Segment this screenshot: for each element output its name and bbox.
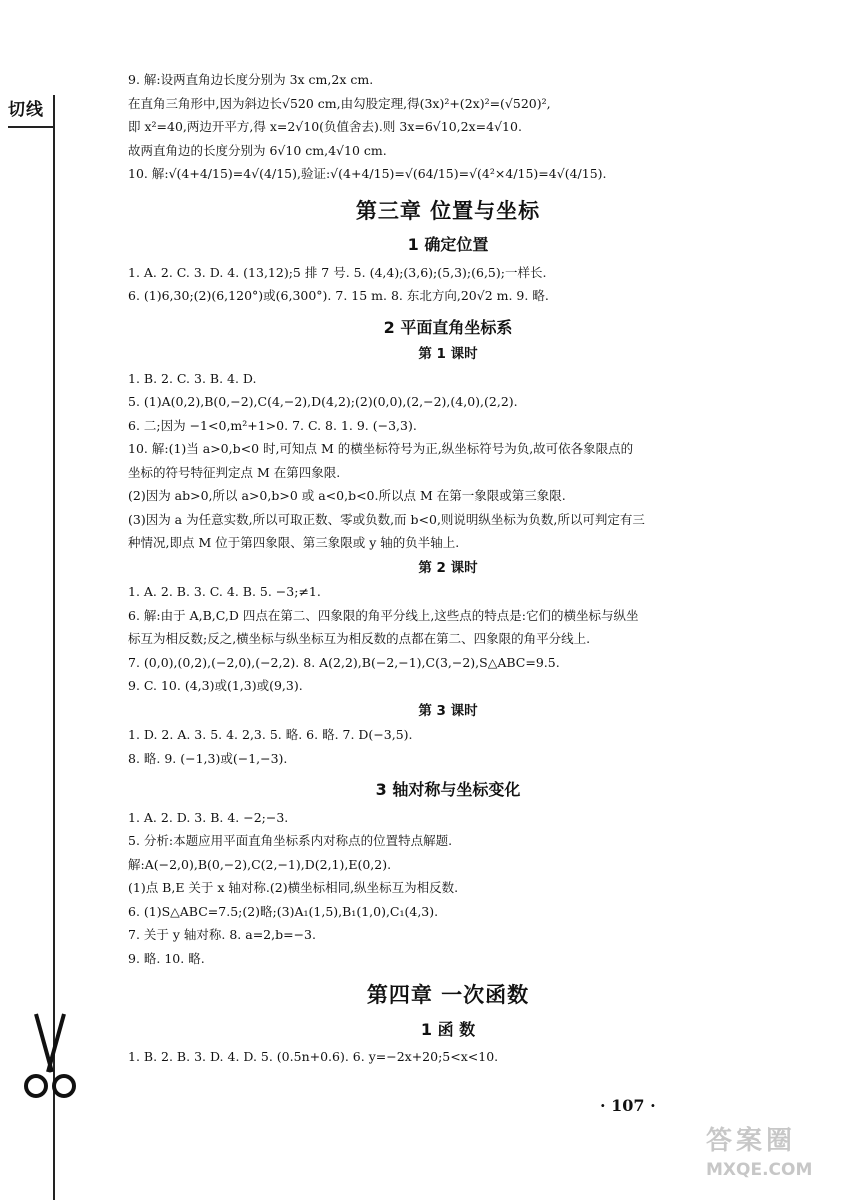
answer-line: 9. 解:设两直角边长度分别为 3x cm,2x cm. <box>128 72 374 87</box>
answer-line: 解:A(−2,0),B(0,−2),C(2,−1),D(2,1),E(0,2). <box>128 856 392 872</box>
answer-line: 9. 略. 10. 略. <box>128 950 205 966</box>
answer-line: 1. A. 2. D. 3. B. 4. −2;−3. <box>128 809 289 825</box>
answer-line: 故两直角边的长度分别为 6√10 cm,4√10 cm. <box>128 142 387 158</box>
top-answers <box>128 68 768 186</box>
lesson-title: 第 2 课时 <box>418 559 478 576</box>
cut-line-rule-top <box>8 126 54 128</box>
watermark-title: 答案圈 <box>706 1126 797 1156</box>
answer-line: 种情况,即点 M 位于第四象限、第三象限或 y 轴的负半轴上. <box>128 535 460 550</box>
answer-line: 在直角三角形中,因为斜边长√520 cm,由勾股定理,得(3x)²+(2x)²=(√520)², <box>128 95 551 111</box>
answer-line: 1. D. 2. A. 3. 5. 4. 2,3. 5. 略. 6. 略. 7. D(−3,5). <box>128 727 413 742</box>
section-title: 1 确定位置 <box>407 235 489 254</box>
answer-line: 1. B. 2. B. 3. D. 4. D. 5. (0.5n+0.6). 6. y=−2x+20;5<x<10. <box>128 1049 499 1064</box>
answer-line: (1)点 B,E 关于 x 轴对称.(2)横坐标相同,纵坐标互为相反数. <box>128 880 459 895</box>
cut-line-label: 切线 <box>8 100 44 120</box>
section-title: 3 轴对称与坐标变化 <box>375 780 521 799</box>
answer-line: 10. 解:(1)当 a>0,b<0 时,可知点 M 的横坐标符号为正,纵坐标符号为负,故可依各象限点的 <box>128 441 634 456</box>
answer-line: 10. 解:√(4+4/15)=4√(4/15),验证:√(4+4/15)=√(64/15)=√(4²×4/15)=4√(4/15). <box>128 166 607 181</box>
answer-line: (3)因为 a 为任意实数,所以可取正数、零或负数,而 b<0,则说明纵坐标为负数,所以可判定有三 <box>128 511 645 527</box>
answer-line: 6. 解:由于 A,B,C,D 四点在第二、四象限的角平分线上,这些点的特点是:它们的横坐标与纵坐 <box>128 607 639 623</box>
answer-line: 6. (1)S△ABC=7.5;(2)略;(3)A₁(1,5),B₁(1,0),C₁(4,3). <box>128 903 439 919</box>
answer-line: 7. (0,0),(0,2),(−2,0),(−2,2). 8. A(2,2),B(−2,−1),C(3,−2),S△ABC=9.5. <box>128 654 560 670</box>
answer-line: 6. (1)6,30;(2)(6,120°)或(6,300°). 7. 15 m. 8. 东北方向,20√2 m. 9. 略. <box>128 288 549 303</box>
answer-line: 坐标的符号特征判定点 M 在第四象限. <box>128 464 341 480</box>
watermark-url: MXQE.COM <box>706 1160 813 1180</box>
answer-line: 8. 略. 9. (−1,3)或(−1,−3). <box>128 750 288 766</box>
section-title: 2 平面直角坐标系 <box>383 317 513 337</box>
answer-line: (2)因为 ab>0,所以 a>0,b>0 或 a<0,b<0.所以点 M 在第一象限或第三象限. <box>128 488 566 503</box>
answer-line: 1. B. 2. C. 3. B. 4. D. <box>128 370 257 386</box>
answer-line: 即 x²=40,两边开平方,得 x=2√10(负值舍去).则 3x=6√10,2x=4√10. <box>128 119 522 134</box>
lesson-title: 第 1 课时 <box>418 346 478 362</box>
answer-line: 标互为相反数;反之,横坐标与纵坐标互为相反数的点都在第二、四象限的角平分线上. <box>128 631 591 646</box>
answer-line: 6. 二;因为 −1<0,m²+1>0. 7. C. 8. 1. 9. (−3,3). <box>128 417 417 433</box>
chapter-title: 第三章 位置与坐标 <box>355 198 541 223</box>
answer-line: 5. (1)A(0,2),B(0,−2),C(4,−2),D(4,2);(2)(0,0),(2,−2),(4,0),(2,2). <box>128 394 518 409</box>
answer-line: 1. A. 2. C. 3. D. 4. (13,12);5 排 7 号. 5. (4,4);(3,6);(5,3);(6,5);一样长. <box>128 264 547 280</box>
answer-line: 7. 关于 y 轴对称. 8. a=2,b=−3. <box>128 927 316 942</box>
page-number: · 107 · <box>600 1096 656 1115</box>
watermark <box>706 1124 834 1194</box>
answer-content <box>128 68 768 1069</box>
scissors-icon <box>22 1012 78 1104</box>
section-title: 1 函 数 <box>420 1019 476 1039</box>
answer-line: 5. 分析:本题应用平面直角坐标系内对称点的位置特点解题. <box>128 833 453 848</box>
answer-line: 9. C. 10. (4,3)或(1,3)或(9,3). <box>128 678 303 693</box>
chapter-title: 第四章 一次函数 <box>366 983 530 1007</box>
answer-line: 1. A. 2. B. 3. C. 4. B. 5. −3;≠1. <box>128 584 321 599</box>
lesson-title: 第 3 课时 <box>418 702 478 719</box>
